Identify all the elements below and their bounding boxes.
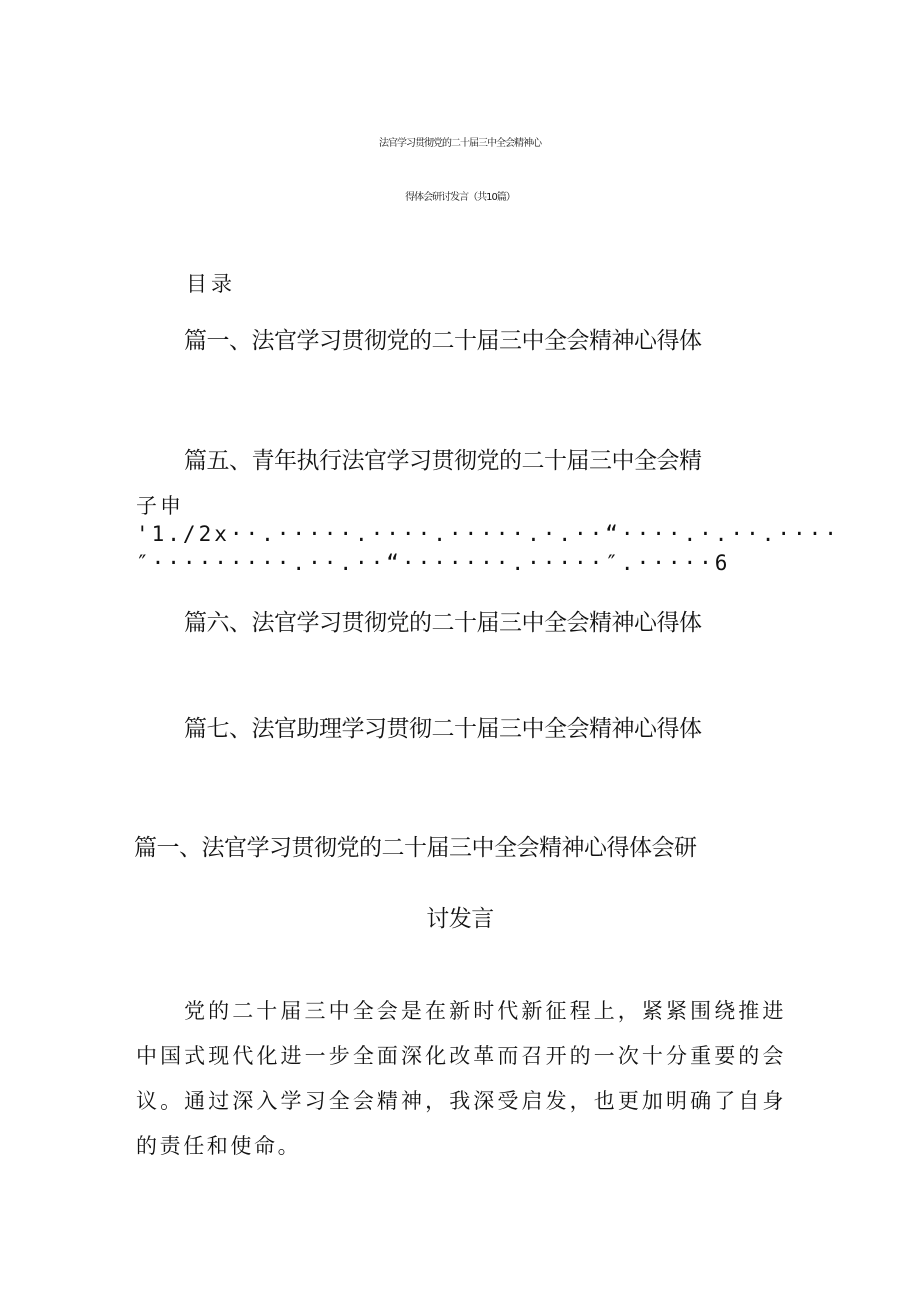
toc-item-2[interactable]: 篇五、青年执行法官学习贯彻党的二十届三中全会精 — [184, 448, 702, 474]
toc-item-3[interactable]: 篇六、法官学习贯彻党的二十届三中全会精神心得体 — [184, 610, 702, 636]
toc-item-4[interactable]: 篇七、法官助理学习贯彻二十届三中全会精神心得体 — [184, 716, 702, 742]
document-title-line-2: 得体会研讨发言（共10篇） — [405, 192, 515, 203]
document-title-line-1: 法官学习贯彻党的二十届三中全会精神心 — [379, 138, 541, 149]
body-paragraph: 党的二十届三中全会是在新时代新征程上，紧紧围绕推进中国式现代化进一步全面深化改革而召开的一次十分重要的会议。通过深入学习全会精神，我深受启发，也更加明确了自身的责任和使命。 — [136, 999, 786, 1158]
toc-garbled-line-3: ″·········.··.··“·······.·····″.·····6 — [136, 551, 731, 575]
toc-garbled-line-2: '1./2x··.·····.····.·····.·.··“····.·.··.···· — [136, 522, 840, 546]
toc-item-1[interactable]: 篇一、法官学习贯彻党的二十届三中全会精神心得体 — [184, 328, 702, 354]
section-title-line-2: 讨发言 — [426, 906, 494, 932]
toc-garbled-line-1: 子申 — [136, 494, 184, 518]
toc-label: 目录 — [186, 272, 236, 296]
section-title-line-1: 篇一、法官学习贯彻党的二十届三中全会精神心得体会研 — [134, 835, 697, 861]
